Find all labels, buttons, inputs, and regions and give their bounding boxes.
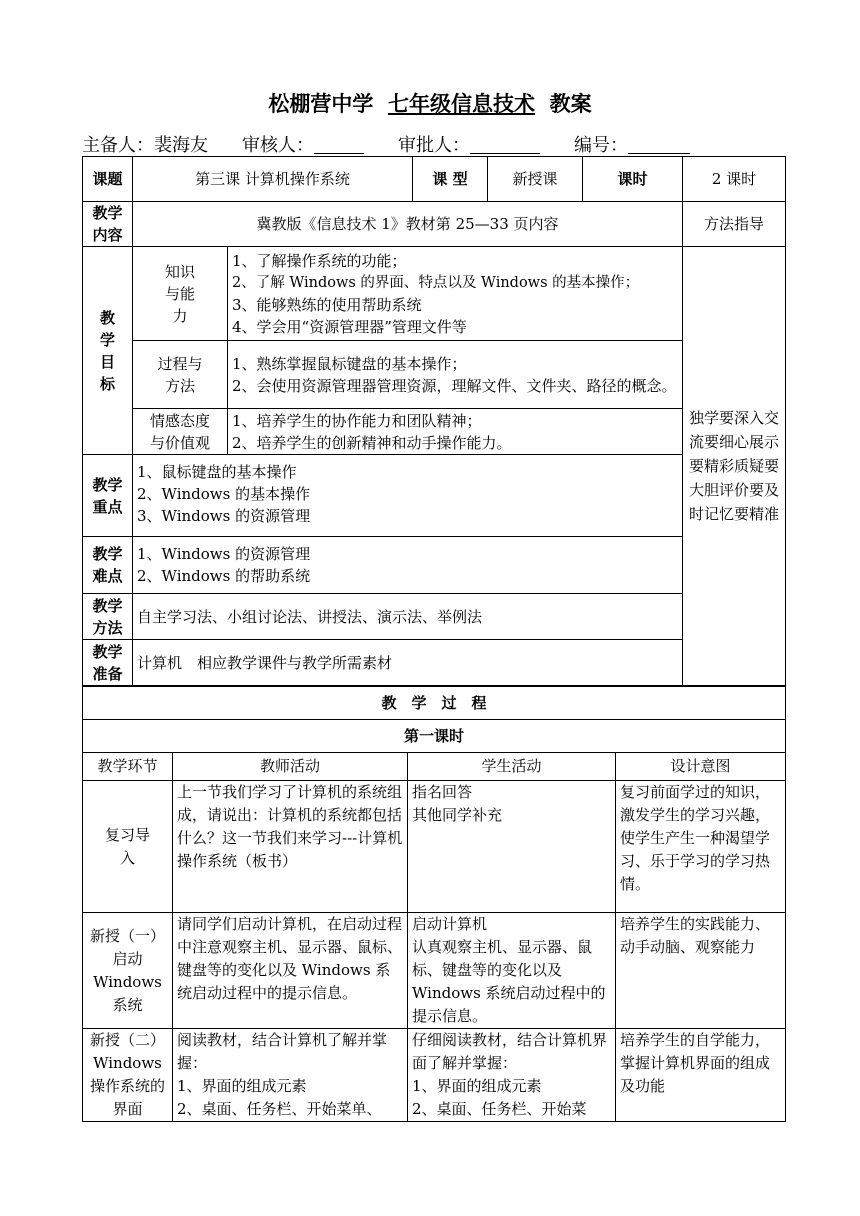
lesson-value: 第三课 计算机操作系统 — [133, 157, 413, 202]
method-guide-label: 方法指导 — [683, 202, 786, 247]
content-label: 教学内容 — [83, 202, 133, 247]
student-cell: 指名回答 其他同学补充 — [408, 781, 616, 913]
lesson-label: 课题 — [83, 157, 133, 202]
methods-label: 教学方法 — [83, 594, 133, 640]
process-title: 教 学 过 程 — [83, 687, 786, 720]
prep-value: 计算机 相应教学课件与教学所需素材 — [133, 640, 683, 686]
teacher-cell: 上一节我们学习了计算机的系统组成，请说出：计算机的系统都包括什么？这一节我们来学习---计算机操作系统（板书） — [173, 781, 408, 913]
teaching-process-table — [82, 686, 786, 1122]
number-blank — [628, 135, 690, 154]
list-item: 1、鼠标键盘的基本操作 — [137, 463, 297, 481]
reviewer-label: 审核人： — [242, 135, 314, 156]
lesson-info-table — [82, 156, 786, 686]
grade-subject: 七年级信息技术 — [388, 92, 535, 116]
column-header: 学生活动 — [408, 753, 616, 781]
list-item: 1、熟练掌握鼠标键盘的基本操作； — [232, 354, 467, 373]
list-item: 3、能够熟练的使用帮助系统 — [232, 295, 422, 314]
prep-label: 教学准备 — [83, 640, 133, 686]
list-item: 2、培养学生的创新精神和动手操作能力。 — [232, 433, 512, 452]
methods-value: 自主学习法、小组讨论法、讲授法、演示法、举例法 — [133, 594, 683, 640]
column-header: 设计意图 — [616, 753, 786, 781]
content-value: 冀教版《信息技术 1》教材第 25—33 页内容 — [133, 202, 683, 247]
stage-cell: 复习导入 — [83, 781, 173, 913]
goal-knowledge-label: 知识与能力 — [133, 247, 228, 341]
method-guide-value: 独学要深入交流要细心展示要精彩质疑要大胆评价要及时记忆要精准 — [683, 247, 786, 686]
key-list — [133, 455, 683, 537]
preparer-name: 裴海友 — [154, 135, 208, 156]
hours-label: 课时 — [583, 157, 683, 202]
intent-cell: 培养学生的自学能力，掌握计算机界面的组成及功能 — [616, 1029, 786, 1122]
school-name: 松棚营中学 — [268, 92, 374, 116]
hours-value: 2 课时 — [683, 157, 786, 202]
goal-emotion-label: 情感态度与价值观 — [133, 409, 228, 455]
list-item: 2、了解 Windows 的界面、特点以及 Windows 的基本操作； — [232, 274, 640, 291]
goal-emotion-list — [228, 409, 683, 455]
intent-cell: 复习前面学过的知识，激发学生的学习兴趣，使学生产生一种渴望学习、乐于学习的学习热情。 — [616, 781, 786, 913]
table-row — [83, 1029, 786, 1122]
stage-cell: 新授（二）Windows 操作系统的界面 — [83, 1029, 173, 1122]
reviewer-blank — [314, 135, 364, 154]
student-cell: 仔细阅读教材，结合计算机界面了解并掌握： 1、界面的组成元素 2、桌面、任务栏、开始菜 — [408, 1029, 616, 1122]
goal-process-label: 过程与方法 — [133, 341, 228, 409]
goal-process-list — [228, 341, 683, 409]
doc-type: 教案 — [549, 92, 592, 116]
approver-label: 审批人： — [398, 135, 470, 156]
goal-knowledge-list — [228, 247, 683, 341]
column-header: 教学环节 — [83, 753, 173, 781]
list-item: 2、Windows 的帮助系统 — [137, 567, 311, 585]
intent-cell: 培养学生的实践能力、动手动脑、观察能力 — [616, 913, 786, 1029]
student-cell: 启动计算机 认真观察主机、显示器、鼠标、键盘等的变化以及 Windows 系统启动过程中的提示信息。 — [408, 913, 616, 1029]
type-value: 新授课 — [488, 157, 583, 202]
difficult-list — [133, 537, 683, 594]
goals-label: 教学目标 — [83, 247, 133, 455]
key-label: 教学重点 — [83, 455, 133, 537]
teacher-cell: 请同学们启动计算机，在启动过程中注意观察主机、显示器、鼠标、键盘等的变化以及 Windows 系统启动过程中的提示信息。 — [173, 913, 408, 1029]
list-item: 2、Windows 的基本操作 — [137, 485, 311, 503]
list-item: 4、学会用“资源管理器”管理文件等 — [232, 317, 467, 336]
list-item: 1、了解操作系统的功能； — [232, 251, 407, 270]
number-label: 编号： — [574, 135, 628, 156]
document-title — [0, 88, 860, 118]
table-row — [83, 781, 786, 913]
list-item: 3、Windows 的资源管理 — [137, 507, 311, 525]
meta-line — [82, 131, 690, 157]
list-item: 1、培养学生的协作能力和团队精神； — [232, 411, 482, 430]
table-row — [83, 913, 786, 1029]
list-item: 2、会使用资源管理器管理资源，理解文件、文件夹、路径的概念。 — [232, 376, 677, 395]
teacher-cell: 阅读教材，结合计算机了解并掌握： 1、界面的组成元素 2、桌面、任务栏、开始菜单、 — [173, 1029, 408, 1122]
approver-blank — [470, 135, 540, 154]
difficult-label: 教学难点 — [83, 537, 133, 594]
type-label: 课 型 — [413, 157, 488, 202]
stage-cell: 新授（一）启动 Windows 系统 — [83, 913, 173, 1029]
column-header: 教师活动 — [173, 753, 408, 781]
session-title: 第一课时 — [83, 720, 786, 753]
preparer-label: 主备人： — [82, 135, 154, 156]
list-item: 1、Windows 的资源管理 — [137, 545, 311, 563]
